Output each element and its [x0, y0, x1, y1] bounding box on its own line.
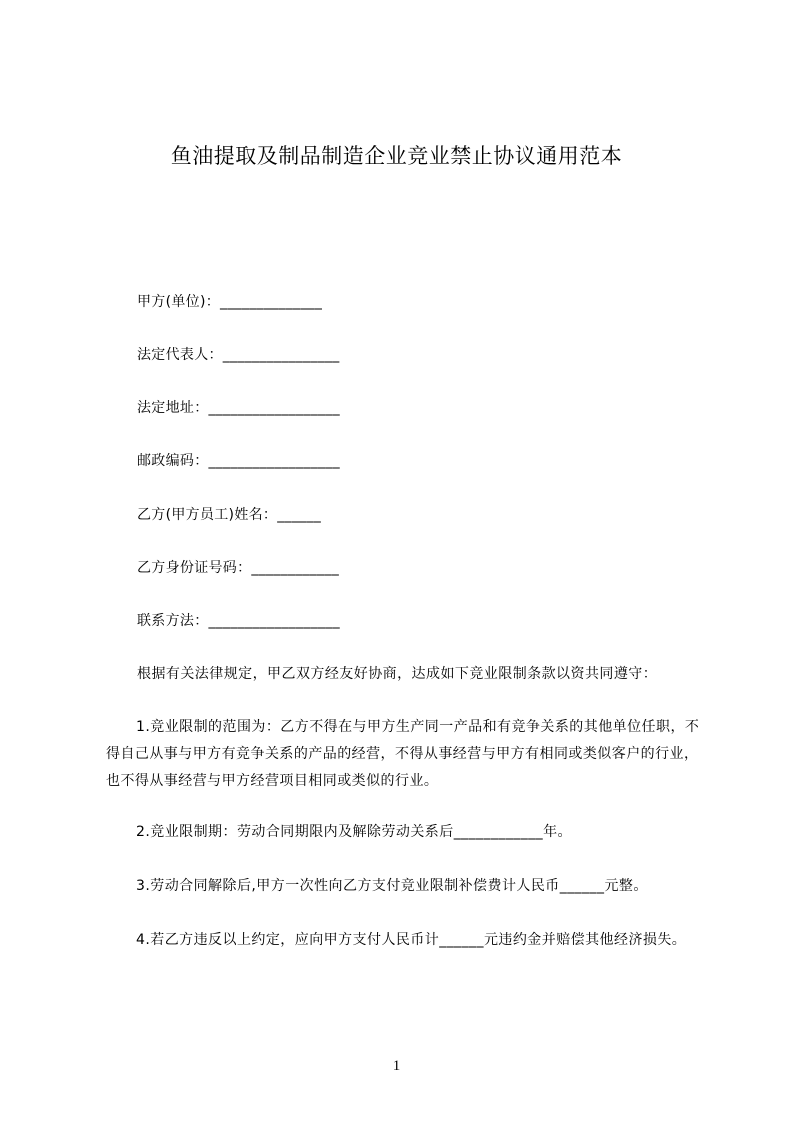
field-postal-code: 邮政编码：__________________ [137, 453, 340, 469]
clause-4: 4.若乙方违反以上约定，应向甲方支付人民币计______元违约金并赔偿其他经济损失。 [136, 932, 687, 948]
field-party-a-unit: 甲方(单位)：______________ [137, 294, 323, 310]
clause-3: 3.劳动合同解除后,甲方一次性向乙方支付竞业限制补偿费计人民币______元整。 [136, 878, 648, 894]
field-legal-representative: 法定代表人：________________ [137, 347, 340, 363]
clause-1: 1.竞业限制的范围为：乙方不得在与甲方生产同一产品和有竞争关系的其他单位任职，不得自己从事与甲方有竞争关系的产品的经营，不得从事经营与甲方有相同或类似客户的行业，也不得从事经营与甲方经营项目相同或类似的行业。 [106, 719, 700, 789]
field-legal-address: 法定地址：__________________ [137, 400, 340, 416]
field-party-b-id-number: 乙方身份证号码：____________ [137, 560, 339, 576]
field-party-b-name: 乙方(甲方员工)姓名：______ [137, 507, 322, 523]
intro-paragraph: 根据有关法律规定，甲乙双方经友好协商，达成如下竞业限制条款以资共同遵守： [137, 666, 658, 682]
clause-2: 2.竞业限制期：劳动合同期限内及解除劳动关系后____________年。 [136, 824, 573, 840]
field-contact-method: 联系方法：__________________ [137, 613, 340, 629]
document-title: 鱼油提取及制品制造企业竞业禁止协议通用范本 [170, 144, 623, 168]
page-number: 1 [392, 1058, 401, 1074]
